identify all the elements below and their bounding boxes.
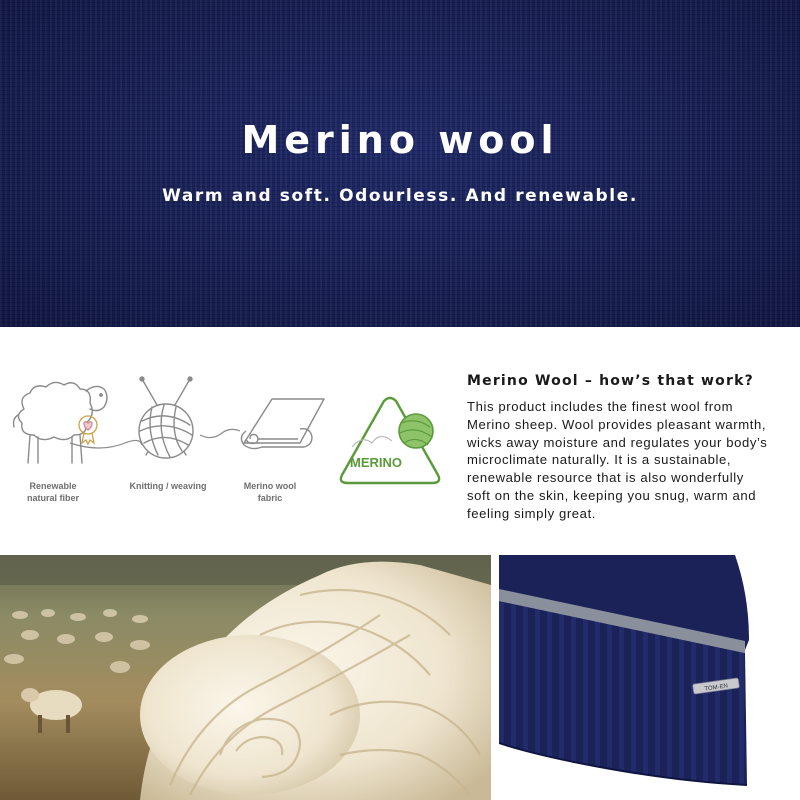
step-label-knitting: [118, 480, 218, 492]
beanie-illustration: [499, 555, 800, 800]
yarn-ball-icon: [139, 377, 193, 458]
badge-text: MERINO: [350, 455, 402, 470]
hat-tag-text: TOM-EN: [704, 683, 729, 693]
info-body-line: This product includes the finest wool from: [467, 399, 734, 414]
info-body-line: microclimate naturally. It is a sustainable,: [467, 452, 732, 468]
wool-yarn-photo: [0, 555, 491, 800]
step-label-line: Knitting / weaving: [129, 481, 207, 491]
info-body-line: Merino sheep. Wool provides pleasant warmth,: [467, 416, 767, 432]
info-body-line: soft on the skin, keeping you snug, warm and: [467, 487, 757, 503]
process-diagram: [0, 327, 460, 555]
info-body-line: feeling simply great.: [467, 505, 597, 521]
step-label-fabric: [234, 480, 306, 504]
beanie-photo: [499, 555, 800, 800]
step-label-line: Renewable: [29, 481, 77, 491]
info-body: [467, 398, 787, 523]
wool-yarn-illustration: [0, 555, 491, 800]
info-heading: Merino Wool – how’s that work?: [467, 373, 754, 389]
hero-banner: [0, 0, 800, 327]
step-label-line: fabric: [257, 493, 283, 503]
merino-badge-icon: [341, 398, 439, 483]
info-body-line: wicks away moisture and regulates your body’s: [467, 434, 768, 450]
step-label-line: natural fiber: [26, 493, 79, 503]
hero-subtitle: Warm and soft. Odourless. And renewable.: [162, 186, 638, 206]
step-label-renewable: [18, 480, 88, 504]
hero-title: Merino wool: [241, 118, 559, 162]
sheep-icon: [14, 382, 108, 463]
info-body-line: renewable resource that is also wonderfully: [467, 470, 744, 486]
info-section: [0, 327, 800, 555]
fabric-roll-icon: [241, 399, 324, 449]
step-label-line: Merino wool: [243, 481, 297, 491]
